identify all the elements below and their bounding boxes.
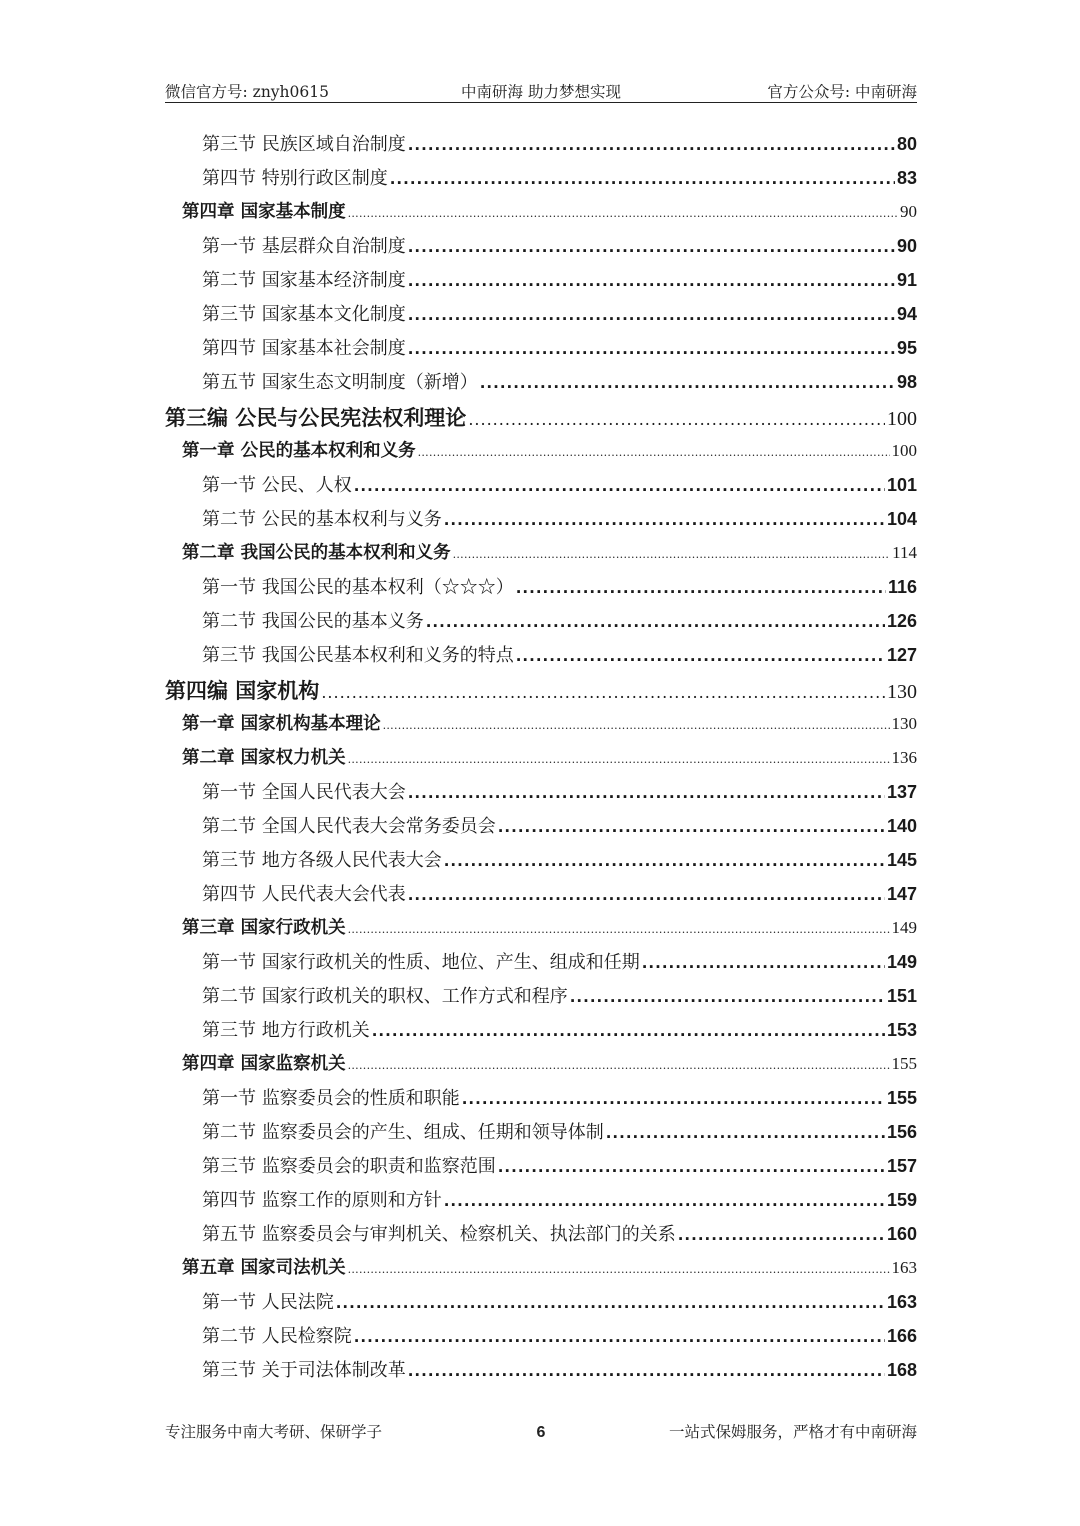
toc-dot-leader [348,923,890,936]
toc-dot-leader [426,613,885,631]
toc-entry-page: 127 [886,645,917,665]
toc-entry-title: 第三节 民族区域自治制度 [202,134,406,155]
toc-entry-page: 168 [886,1360,917,1380]
toc-entry-chapter[interactable] [165,744,917,778]
toc-entry-chapter[interactable] [165,198,917,232]
toc-dot-leader [321,683,885,702]
toc-entry-section[interactable] [165,846,917,880]
toc-entry-page: 95 [896,338,917,358]
toc-dot-leader [408,272,895,290]
toc-entry-title: 第四节 监察工作的原则和方针 [202,1190,442,1211]
toc-entry-title: 第四节 人民代表大会代表 [202,884,406,905]
toc-entry-title: 第三节 监察委员会的职责和监察范围 [202,1156,496,1177]
toc-entry-page: 157 [886,1156,917,1176]
toc-entry-section[interactable] [165,266,917,300]
toc-dot-leader [606,1124,885,1142]
toc-dot-leader [408,340,895,358]
toc-entry-title: 第三编 公民与公民宪法权利理论 [165,405,467,430]
toc-dot-leader [354,1328,885,1346]
toc-dot-leader [408,306,895,324]
toc-dot-leader [354,477,885,495]
toc-entry-page: 90 [900,202,917,221]
toc-entry-section[interactable] [165,505,917,539]
toc-entry-page: 116 [887,577,917,597]
toc-entry-page: 104 [886,509,917,529]
toc-entry-page: 94 [896,304,917,324]
toc-entry-section[interactable] [165,812,917,846]
toc-entry-section[interactable] [165,232,917,266]
toc-entry-chapter[interactable] [165,539,917,573]
toc-entry-page: 98 [896,372,917,392]
toc-dot-leader [642,954,885,972]
toc-entry-title: 第二节 国家行政机关的职权、工作方式和程序 [202,986,568,1007]
toc-entry-section[interactable] [165,334,917,368]
toc-entry-title: 第二章 我国公民的基本权利和义务 [182,543,451,563]
toc-entry-section[interactable] [165,368,917,402]
toc-entry-title: 第一章 国家机构基本理论 [182,714,381,734]
toc-entry-page: 137 [886,782,917,802]
toc-entry-title: 第二节 国家基本经济制度 [202,270,406,291]
toc-entry-page: 140 [886,816,917,836]
footer-right-text: 一站式保姆服务，严格才有中南研海 [668,1423,917,1441]
toc-entry-title: 第二章 国家权力机关 [182,748,346,768]
toc-entry-title: 第二节 公民的基本权利与义务 [202,509,442,530]
toc-entry-title: 第五节 国家生态文明制度（新增） [202,372,478,393]
toc-entry-title: 第四节 特别行政区制度 [202,168,388,189]
toc-entry-page: 83 [896,168,917,188]
toc-dot-leader [348,1059,890,1072]
toc-entry-section[interactable] [165,1220,917,1254]
toc-entry-title: 第五节 监察委员会与审判机关、检察机关、执法部门的关系 [202,1224,676,1245]
toc-entry-section[interactable] [165,1356,917,1390]
toc-entry-section[interactable] [165,607,917,641]
toc-dot-leader [498,1158,885,1176]
toc-dot-leader [418,446,890,459]
toc-dot-leader [468,410,885,429]
toc-entry-title: 第一节 国家行政机关的性质、地位、产生、组成和任期 [202,952,640,973]
toc-entry-section[interactable] [165,300,917,334]
toc-entry-page: 163 [891,1258,917,1277]
toc-dot-leader [348,1263,890,1276]
toc-entry-title: 第三节 关于司法体制改革 [202,1360,406,1381]
toc-entry-title: 第三节 国家基本文化制度 [202,304,406,325]
toc-entry-chapter[interactable] [165,1050,917,1084]
toc-entry-page: 160 [886,1224,917,1244]
toc-entry-title: 第三节 地方各级人民代表大会 [202,850,442,871]
toc-dot-leader [336,1294,885,1312]
toc-entry-title: 第五章 国家司法机关 [182,1258,346,1278]
toc-entry-page: 147 [886,884,917,904]
toc-entry-page: 126 [886,611,917,631]
toc-dot-leader [516,579,886,597]
toc-dot-leader [444,511,885,529]
toc-entry-title: 第一节 我国公民的基本权利（☆☆☆） [202,577,514,598]
toc-entry-section[interactable] [165,471,917,505]
toc-entry-section[interactable] [165,130,917,164]
toc-entry-title: 第一节 基层群众自治制度 [202,236,406,257]
toc-entry-page: 149 [891,918,917,937]
table-of-contents [165,130,917,1390]
toc-entry-title: 第三章 国家行政机关 [182,918,346,938]
toc-dot-leader [348,753,890,766]
toc-entry-title: 第一节 公民、人权 [202,475,352,496]
toc-entry-section[interactable] [165,1288,917,1322]
toc-dot-leader [516,647,885,665]
toc-entry-section[interactable] [165,1322,917,1356]
toc-entry-page: 151 [886,986,917,1006]
toc-entry-title: 第二节 人民检察院 [202,1326,352,1347]
toc-entry-page: 166 [886,1326,917,1346]
toc-entry-part[interactable] [165,675,917,710]
toc-entry-page: 130 [887,681,917,703]
toc-entry-page: 101 [886,475,917,495]
toc-entry-section[interactable] [165,1152,917,1186]
toc-entry-section[interactable] [165,573,917,607]
page-number: 6 [536,1424,546,1441]
toc-entry-title: 第一节 人民法院 [202,1292,334,1313]
header-wechat-id: 微信官方号: znyh0615 [165,83,329,101]
toc-entry-title: 第二节 全国人民代表大会常务委员会 [202,816,496,837]
toc-entry-title: 第四章 国家监察机关 [182,1054,346,1074]
toc-dot-leader [408,1362,885,1380]
toc-entry-section[interactable] [165,948,917,982]
toc-entry-page: 80 [896,134,917,154]
header-official-account: 官方公众号: 中南研海 [767,83,917,101]
toc-dot-leader [444,852,885,870]
toc-dot-leader [570,988,885,1006]
toc-entry-section[interactable] [165,1084,917,1118]
toc-entry-title: 第三节 地方行政机关 [202,1020,370,1041]
toc-entry-part[interactable] [165,402,917,437]
toc-entry-page: 114 [892,543,917,562]
toc-entry-title: 第二节 我国公民的基本义务 [202,611,424,632]
toc-entry-page: 136 [891,748,917,767]
toc-entry-chapter[interactable] [165,1254,917,1288]
toc-entry-section[interactable] [165,778,917,812]
toc-entry-page: 155 [891,1054,917,1073]
toc-dot-leader [498,818,885,836]
toc-entry-chapter[interactable] [165,437,917,471]
toc-dot-leader [408,784,885,802]
toc-entry-section[interactable] [165,880,917,914]
toc-entry-chapter[interactable] [165,710,917,744]
toc-entry-section[interactable] [165,1186,917,1220]
toc-entry-page: 100 [891,441,917,460]
toc-dot-leader [408,886,885,904]
toc-entry-page: 163 [886,1292,917,1312]
toc-entry-title: 第一节 监察委员会的性质和职能 [202,1088,460,1109]
toc-dot-leader [453,548,891,561]
toc-entry-page: 156 [886,1122,917,1142]
toc-dot-leader [390,170,895,188]
toc-entry-title: 第一章 公民的基本权利和义务 [182,441,416,461]
toc-entry-page: 149 [886,952,917,972]
toc-dot-leader [678,1226,885,1244]
toc-entry-page: 91 [896,270,917,290]
toc-entry-section[interactable] [165,164,917,198]
toc-entry-section[interactable] [165,982,917,1016]
toc-entry-title: 第二节 监察委员会的产生、组成、任期和领导体制 [202,1122,604,1143]
toc-entry-chapter[interactable] [165,914,917,948]
toc-dot-leader [444,1192,885,1210]
toc-dot-leader [383,719,890,732]
toc-entry-title: 第三节 我国公民基本权利和义务的特点 [202,645,514,666]
toc-dot-leader [408,136,895,154]
toc-entry-page: 100 [887,408,917,430]
header-slogan: 中南研海 助力梦想实现 [461,83,621,101]
toc-dot-leader [408,238,895,256]
footer-left-text: 专注服务中南大考研、保研学子 [165,1423,383,1441]
toc-entry-title: 第一节 全国人民代表大会 [202,782,406,803]
toc-entry-title: 第四章 国家基本制度 [182,202,346,222]
toc-dot-leader [348,207,898,220]
toc-entry-title: 第四节 国家基本社会制度 [202,338,406,359]
toc-entry-page: 155 [886,1088,917,1108]
toc-entry-page: 130 [891,714,917,733]
page-header [165,76,917,103]
toc-entry-page: 145 [886,850,917,870]
toc-entry-page: 153 [886,1020,917,1040]
toc-entry-page: 159 [886,1190,917,1210]
toc-entry-title: 第四编 国家机构 [165,678,320,703]
toc-entry-section[interactable] [165,1016,917,1050]
toc-entry-section[interactable] [165,641,917,675]
toc-dot-leader [372,1022,885,1040]
toc-dot-leader [462,1090,885,1108]
toc-entry-page: 90 [896,236,917,256]
toc-entry-section[interactable] [165,1118,917,1152]
toc-dot-leader [480,374,895,392]
